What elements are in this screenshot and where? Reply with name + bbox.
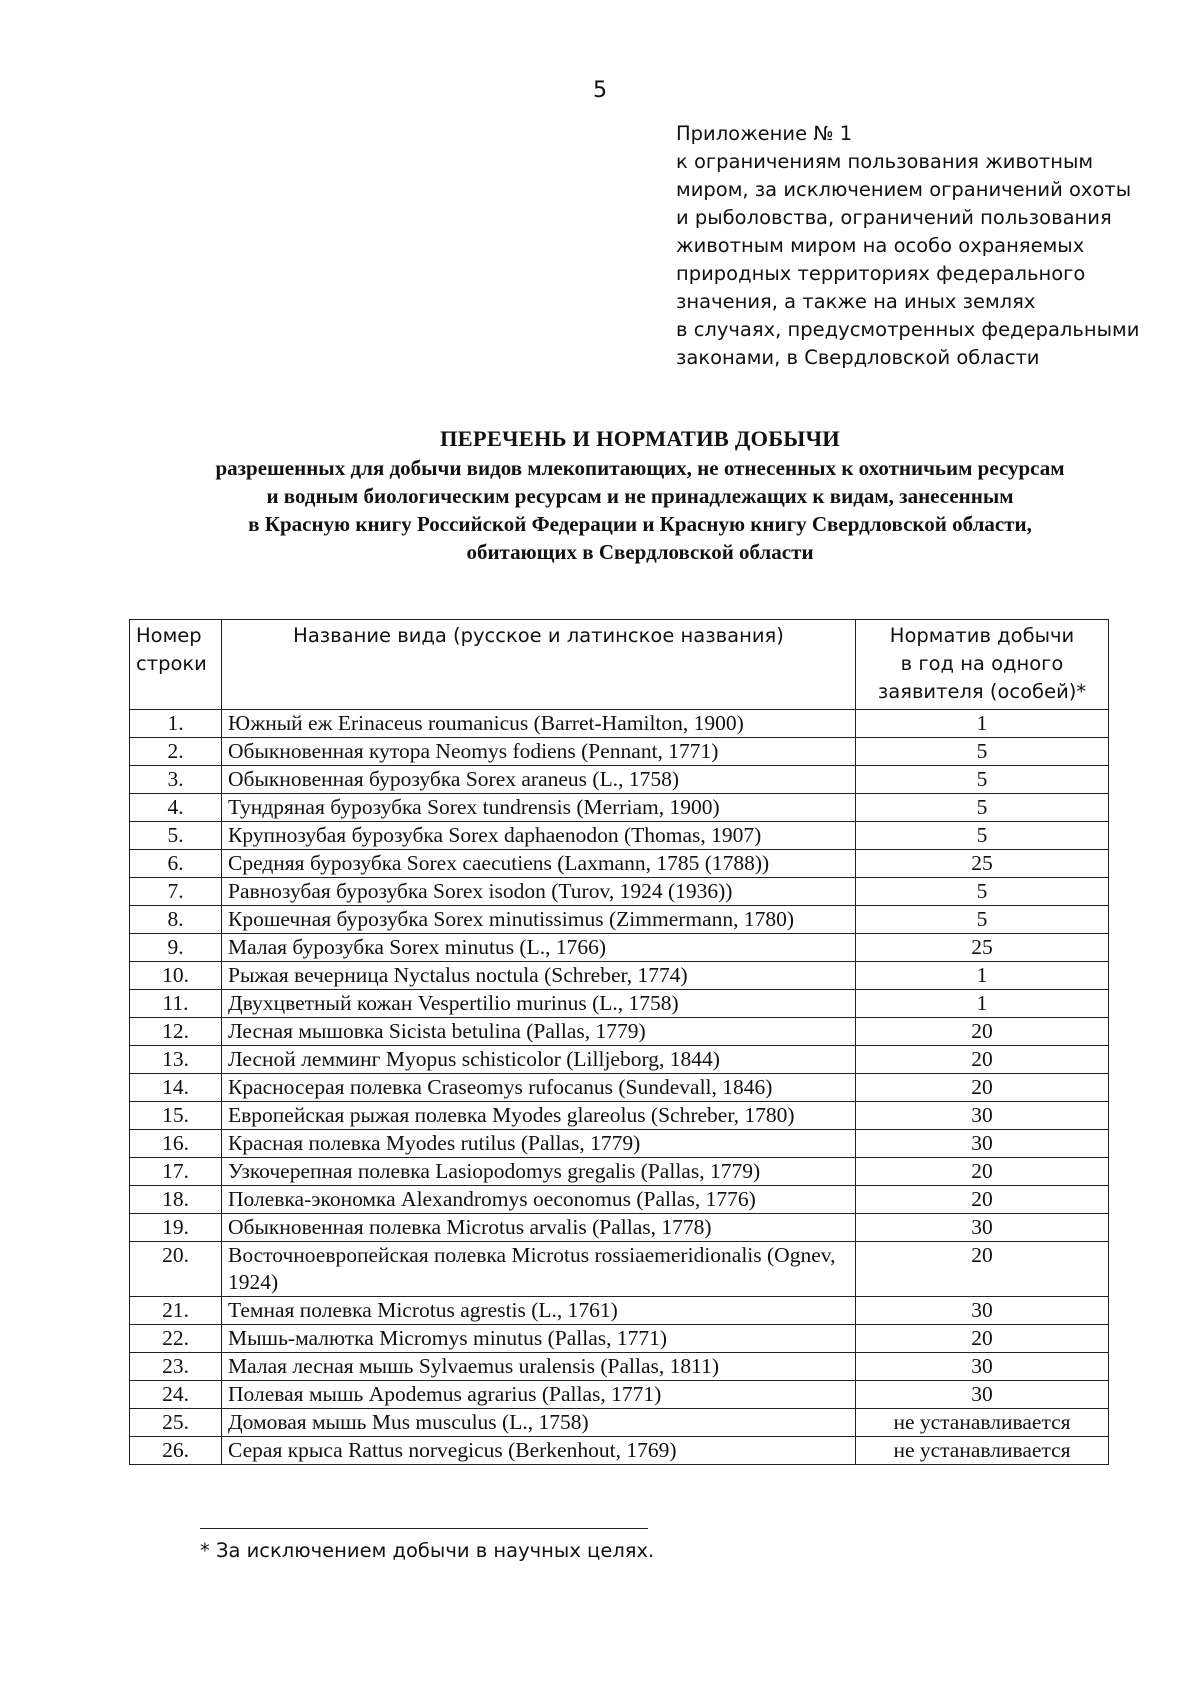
species-name: Лесной лемминг Myopus schisticolor (Lilljeborg, 1844): [222, 1046, 856, 1074]
table-row: [130, 1018, 1109, 1046]
row-number: 6.: [130, 850, 222, 878]
table-row: [130, 1046, 1109, 1074]
species-name: Темная полевка Microtus agrestis (L., 1761): [222, 1297, 856, 1325]
row-number: 26.: [130, 1437, 222, 1465]
appendix-line: в случаях, предусмотренных федеральными: [676, 318, 1140, 341]
harvest-norm: 30: [856, 1130, 1109, 1158]
table-row: [130, 1409, 1109, 1437]
row-number: 5.: [130, 822, 222, 850]
row-number: 14.: [130, 1074, 222, 1102]
species-name: Тундряная бурозубка Sorex tundrensis (Merriam, 1900): [222, 794, 856, 822]
appendix-line: Приложение № 1: [676, 122, 853, 145]
row-number: 17.: [130, 1158, 222, 1186]
species-name: Лесная мышовка Sicista betulina (Pallas, 1779): [222, 1018, 856, 1046]
harvest-norm: 25: [856, 934, 1109, 962]
page-number: 5: [593, 78, 607, 103]
species-name: Узкочерепная полевка Lasiopodomys gregalis (Pallas, 1779): [222, 1158, 856, 1186]
table-row: [130, 794, 1109, 822]
species-name: Малая бурозубка Sorex minutus (L., 1766): [222, 934, 856, 962]
row-number: 7.: [130, 878, 222, 906]
row-number: 20.: [130, 1242, 222, 1297]
harvest-norm: не устанавливается: [856, 1437, 1109, 1465]
species-name: Обыкновенная кутора Neomys fodiens (Pennant, 1771): [222, 738, 856, 766]
species-name: Полевка-экономка Alexandromys oeconomus (Pallas, 1776): [222, 1186, 856, 1214]
table-row: [130, 962, 1109, 990]
appendix-line: значения, а также на иных землях: [676, 290, 1036, 313]
table-row: [130, 1325, 1109, 1353]
appendix-line: животным миром на особо охраняемых: [676, 234, 1085, 257]
table-row: [130, 822, 1109, 850]
species-name: Обыкновенная полевка Microtus arvalis (Pallas, 1778): [222, 1214, 856, 1242]
harvest-norm: 25: [856, 850, 1109, 878]
species-name: Средняя бурозубка Sorex caecutiens (Laxmann, 1785 (1788)): [222, 850, 856, 878]
row-number: 24.: [130, 1381, 222, 1409]
species-name: Южный еж Erinaceus roumanicus (Barret-Hamilton, 1900): [222, 710, 856, 738]
harvest-norm: 5: [856, 822, 1109, 850]
species-name: Полевая мышь Apodemus agrarius (Pallas, 1771): [222, 1381, 856, 1409]
header-number-line: строки: [136, 652, 207, 675]
document-title: [100, 424, 1180, 566]
table-row: [130, 1381, 1109, 1409]
table-row: [130, 1158, 1109, 1186]
species-name: Малая лесная мышь Sylvaemus uralensis (Pallas, 1811): [222, 1353, 856, 1381]
row-number: 16.: [130, 1130, 222, 1158]
title-sub-line: в Красную книгу Российской Федерации и Красную книгу Свердловской области,: [248, 512, 1032, 536]
appendix-line: и рыболовства, ограничений пользования: [676, 206, 1112, 229]
row-number: 1.: [130, 710, 222, 738]
species-name: Обыкновенная бурозубка Sorex araneus (L., 1758): [222, 766, 856, 794]
harvest-norm: 30: [856, 1102, 1109, 1130]
title-sub-line: обитающих в Свердловской области: [466, 540, 814, 564]
footnote: * За исключением добычи в научных целях.: [200, 1539, 655, 1562]
table-row: [130, 850, 1109, 878]
row-number: 2.: [130, 738, 222, 766]
species-name: Крупнозубая бурозубка Sorex daphaenodon (Thomas, 1907): [222, 822, 856, 850]
appendix-line: законами, в Свердловской области: [676, 346, 1040, 369]
header-name: Название вида (русское и латинское названия): [222, 620, 856, 710]
harvest-norm: 20: [856, 1325, 1109, 1353]
appendix-line: к ограничениям пользования животным: [676, 150, 1094, 173]
row-number: 13.: [130, 1046, 222, 1074]
row-number: 9.: [130, 934, 222, 962]
species-table-body: [130, 710, 1109, 1465]
table-row: [130, 766, 1109, 794]
species-name: Красносерая полевка Craseomys rufocanus (Sundevall, 1846): [222, 1074, 856, 1102]
table-row: [130, 1214, 1109, 1242]
row-number: 4.: [130, 794, 222, 822]
harvest-norm: 5: [856, 906, 1109, 934]
species-name: Двухцветный кожан Vespertilio murinus (L., 1758): [222, 990, 856, 1018]
table-row: [130, 1130, 1109, 1158]
row-number: 22.: [130, 1325, 222, 1353]
species-name: Домовая мышь Mus musculus (L., 1758): [222, 1409, 856, 1437]
species-name: Мышь-малютка Micromys minutus (Pallas, 1771): [222, 1325, 856, 1353]
header-number-line: Номер: [136, 624, 202, 647]
harvest-norm: 30: [856, 1381, 1109, 1409]
header-norm-line: в год на одного: [900, 652, 1064, 675]
footnote-separator: [200, 1528, 648, 1529]
species-name: Рыжая вечерница Nyctalus noctula (Schreber, 1774): [222, 962, 856, 990]
table-header-row: [130, 620, 1109, 710]
row-number: 21.: [130, 1297, 222, 1325]
species-name: Европейская рыжая полевка Myodes glareolus (Schreber, 1780): [222, 1102, 856, 1130]
row-number: 25.: [130, 1409, 222, 1437]
header-number: [130, 620, 222, 710]
table-row: [130, 1102, 1109, 1130]
harvest-norm: 20: [856, 1186, 1109, 1214]
table-row: [130, 1353, 1109, 1381]
row-number: 15.: [130, 1102, 222, 1130]
table-row: [130, 710, 1109, 738]
table-row: [130, 878, 1109, 906]
row-number: 10.: [130, 962, 222, 990]
row-number: 19.: [130, 1214, 222, 1242]
table-row: [130, 934, 1109, 962]
table-row: [130, 906, 1109, 934]
harvest-norm: не устанавливается: [856, 1409, 1109, 1437]
species-table: [129, 619, 1109, 1465]
header-norm-line: Норматив добычи: [889, 624, 1075, 647]
harvest-norm: 30: [856, 1353, 1109, 1381]
title-main: ПЕРЕЧЕНЬ И НОРМАТИВ ДОБЫЧИ: [439, 426, 841, 451]
row-number: 12.: [130, 1018, 222, 1046]
title-sub-line: разрешенных для добычи видов млекопитающих, не отнесенных к охотничьим ресурсам: [215, 456, 1065, 480]
harvest-norm: 1: [856, 710, 1109, 738]
species-name: Красная полевка Myodes rutilus (Pallas, 1779): [222, 1130, 856, 1158]
species-name: Серая крыса Rattus norvegicus (Berkenhout, 1769): [222, 1437, 856, 1465]
harvest-norm: 20: [856, 1018, 1109, 1046]
harvest-norm: 1: [856, 962, 1109, 990]
header-norm: [856, 620, 1109, 710]
row-number: 18.: [130, 1186, 222, 1214]
harvest-norm: 20: [856, 1242, 1109, 1297]
row-number: 8.: [130, 906, 222, 934]
species-name: Равнозубая бурозубка Sorex isodon (Turov, 1924 (1936)): [222, 878, 856, 906]
table-row: [130, 1242, 1109, 1297]
harvest-norm: 5: [856, 766, 1109, 794]
appendix-line: миром, за исключением ограничений охоты: [676, 178, 1132, 201]
row-number: 3.: [130, 766, 222, 794]
table-row: [130, 1186, 1109, 1214]
harvest-norm: 30: [856, 1214, 1109, 1242]
table-row: [130, 738, 1109, 766]
table-row: [130, 1074, 1109, 1102]
harvest-norm: 5: [856, 878, 1109, 906]
appendix-line: природных территориях федерального: [676, 262, 1086, 285]
harvest-norm: 5: [856, 794, 1109, 822]
harvest-norm: 20: [856, 1046, 1109, 1074]
title-sub-line: и водным биологическим ресурсам и не принадлежащих к видам, занесенным: [266, 484, 1014, 508]
species-name: Восточноевропейская полевка Microtus rossiaemeridionalis (Ognev, 1924): [222, 1242, 856, 1297]
harvest-norm: 30: [856, 1297, 1109, 1325]
harvest-norm: 20: [856, 1158, 1109, 1186]
species-name: Крошечная бурозубка Sorex minutissimus (Zimmermann, 1780): [222, 906, 856, 934]
table-row: [130, 1297, 1109, 1325]
row-number: 11.: [130, 990, 222, 1018]
header-norm-line: заявителя (особей)*: [877, 680, 1087, 703]
harvest-norm: 1: [856, 990, 1109, 1018]
row-number: 23.: [130, 1353, 222, 1381]
harvest-norm: 20: [856, 1074, 1109, 1102]
table-row: [130, 1437, 1109, 1465]
appendix-header: [676, 120, 1176, 372]
harvest-norm: 5: [856, 738, 1109, 766]
table-row: [130, 990, 1109, 1018]
